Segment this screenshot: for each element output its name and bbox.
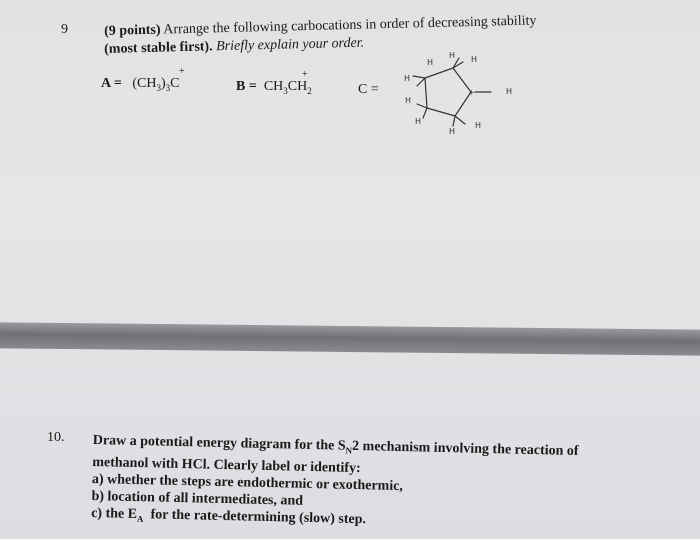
question-10-number: 10. (47, 430, 65, 445)
cation-b-formula-part: CH (263, 79, 284, 94)
question-9-points: (9 points) (104, 22, 161, 39)
cation-a-subscript: 3 (156, 82, 161, 93)
question-10-item-b: b) location of all intermediates, and (91, 488, 304, 509)
question-10-item-c-text: for the rate-determining (slow) step. (150, 507, 367, 528)
question-9-order-note: (most stable first). (104, 39, 213, 57)
cation-a (101, 76, 179, 93)
page-divider (0, 322, 700, 355)
cation-b-label: B = (236, 79, 257, 94)
cation-c-label: C = (358, 82, 379, 97)
handwritten-h-label: H (404, 74, 411, 83)
drawing-charge: + (469, 88, 475, 99)
question-10-item-a: a) whether the steps are endothermic or exothermic, (91, 471, 404, 494)
question-9-explain-note: Briefly explain your order. (215, 35, 365, 55)
cation-b-subscript: 2 (307, 85, 312, 96)
handwritten-h-label: H (475, 121, 482, 130)
handwritten-h-label: H (427, 58, 434, 67)
question-9-prompt-text: Arrange the following carbocations in order of decreasing stability (163, 13, 537, 38)
cation-a-charge: + (179, 66, 185, 77)
question-10-body (91, 432, 653, 539)
cation-a-label: A = (101, 76, 122, 91)
cation-b-charge: + (302, 69, 308, 80)
question-10-text: 2 mechanism involving the reaction of (351, 438, 579, 460)
cation-a-subscript: 3 (165, 82, 171, 93)
question-10-text: Draw a potential energy diagram for the S (92, 432, 346, 454)
question-10-subscript: N (345, 445, 353, 456)
cation-b-subscript: 3 (283, 85, 288, 96)
question-10-item-c-text: c) the E (90, 505, 138, 522)
handwritten-h-label: H (415, 117, 422, 126)
cation-a-formula-part: ) (160, 76, 166, 91)
question-9-number: 9 (61, 22, 68, 37)
question-10-subscript: A (136, 513, 144, 524)
handwritten-h-label: H (471, 55, 478, 64)
cation-a-formula-part: (CH (132, 76, 157, 91)
handwritten-h-label: H (449, 51, 456, 60)
question-10-line-2: methanol with HCl. Clearly label or identify: (92, 454, 361, 476)
handwritten-h-label: H (449, 127, 456, 136)
cation-b (236, 79, 312, 96)
cation-b-formula-part: CH (287, 79, 308, 94)
handwritten-h-label: H (506, 87, 513, 96)
handwritten-h-label: H (405, 96, 412, 105)
cation-a-formula-part: C (170, 76, 180, 91)
